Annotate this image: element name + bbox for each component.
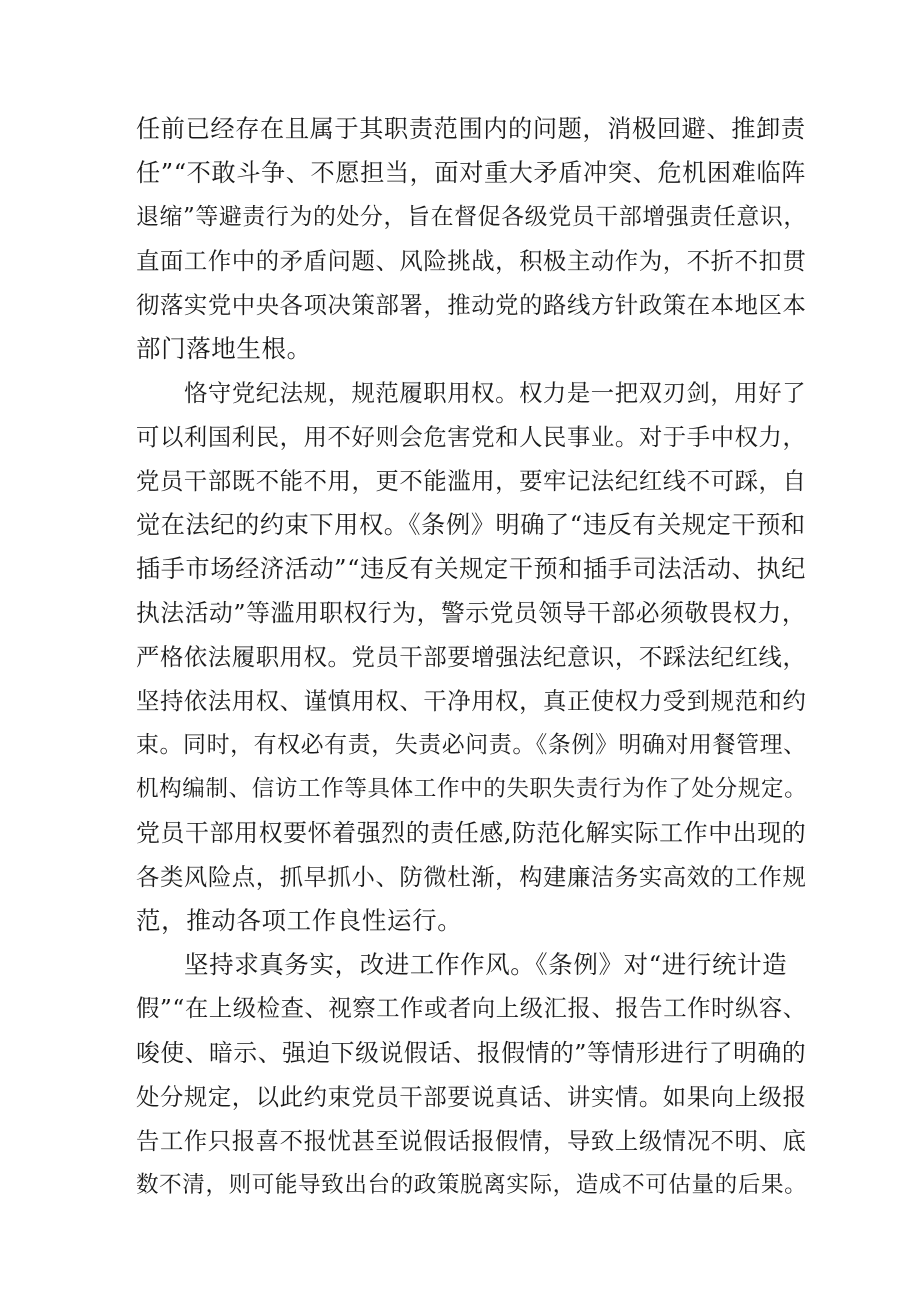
text-line: 插手市场经济活动”“违反有关规定干预和插手司法活动、执纪 bbox=[136, 555, 806, 583]
text-line: 觉在法纪的约束下用权。《条例》明确了“违反有关规定干预和 bbox=[136, 511, 806, 539]
text-line: 党员干部用权要怀着强烈的责任感,防范化解实际工作中出现的 bbox=[136, 819, 807, 847]
text-line: 告工作只报喜不报忧甚至说假话报假情，导致上级情况不明、底 bbox=[136, 1127, 807, 1155]
text-line: 任”“不敢斗争、不愿担当，面对重大矛盾冲突、危机困难临阵 bbox=[136, 159, 806, 187]
text-line: 部门落地生根。 bbox=[136, 334, 312, 363]
text-line: 范，推动各项工作良性运行。 bbox=[136, 906, 463, 935]
text-line: 处分规定，以此约束党员干部要说真话、讲实情。如果向上级报 bbox=[136, 1083, 807, 1111]
text-line: 各类风险点，抓早抓小、防微杜渐，构建廉洁务实高效的工作规 bbox=[136, 863, 807, 891]
paragraph-first-line: 坚持求真务实，改进工作作风。《条例》对“进行统计造 bbox=[184, 950, 788, 979]
text-line: 坚持依法用权、谨慎用权、干净用权，真正使权力受到规范和约 bbox=[136, 687, 807, 715]
text-line: 彻落实党中央各项决策部署，推动党的路线方针政策在本地区本 bbox=[136, 291, 807, 319]
text-line: 严格依法履职用权。党员干部要增强法纪意识，不踩法纪红线， bbox=[136, 643, 807, 671]
text-line: 数不清，则可能导致出台的政策脱离实际，造成不可估量的后果。 bbox=[136, 1172, 808, 1198]
text-line: 党员干部既不能不用，更不能滥用，要牢记法纪红线不可踩，自 bbox=[136, 467, 807, 495]
text-line: 任前已经存在且属于其职责范围内的问题，消极回避、推卸责 bbox=[136, 115, 806, 143]
text-line: 退缩”等避责行为的处分，旨在督促各级党员干部增强责任意识， bbox=[136, 204, 807, 230]
text-line: 唆使、暗示、强迫下级说假话、报假情的”等情形进行了明确的 bbox=[136, 1039, 807, 1067]
text-line: 执法活动”等滥用职权行为，警示党员领导干部必须敬畏权力， bbox=[136, 599, 807, 627]
text-line: 束。同时，有权必有责，失责必问责。《条例》明确对用餐管理、 bbox=[136, 732, 807, 758]
text-line: 假”“在上级检查、视察工作或者向上级汇报、报告工作时纵容、 bbox=[136, 995, 807, 1022]
text-line: 直面工作中的矛盾问题、风险挑战，积极主动作为，不折不扣贯 bbox=[136, 247, 807, 275]
text-line: 机构编制、信访工作等具体工作中的失职失责行为作了处分规定。 bbox=[136, 776, 808, 802]
text-line: 可以利国利民，用不好则会危害党和人民事业。对于手中权力， bbox=[136, 423, 807, 451]
paragraph-first-line: 恪守党纪法规，规范履职用权。权力是一把双刃剑，用好了 bbox=[184, 379, 807, 407]
